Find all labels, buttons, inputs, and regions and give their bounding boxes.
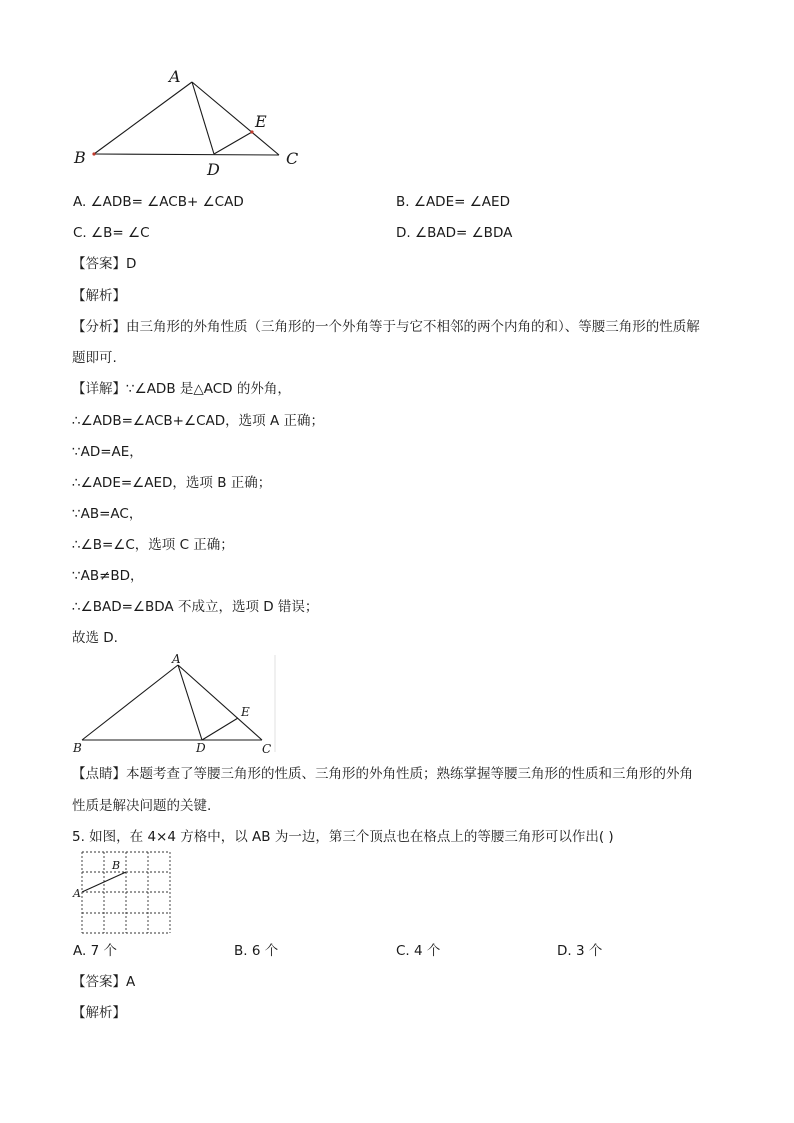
detail-line-8: 故选 D. — [72, 630, 118, 646]
label-b: B — [74, 148, 86, 167]
detail-line-4: ∵AB=AC， — [72, 506, 143, 522]
label-c: C — [286, 149, 299, 168]
fenxi-tag: 【分析】 — [72, 319, 126, 335]
detail-line-1: ∴∠ADB=∠ACB+∠CAD，选项 A 正确； — [72, 413, 324, 429]
option-q4-c: C. ∠B= ∠C — [73, 225, 150, 241]
dianjing-line-2: 性质是解决问题的关键. — [72, 798, 212, 814]
option-q4-d: D. ∠BAD= ∠BDA — [396, 225, 513, 241]
answer-q5-value: A — [126, 974, 136, 990]
label-c-2: C — [262, 742, 272, 756]
detail-line-2: ∵AD=AE， — [72, 444, 143, 460]
answer-value: D — [126, 256, 137, 272]
analysis-tag: 【解析】 — [72, 288, 126, 304]
detail-tag: 【详解】 — [72, 381, 126, 397]
label-b-2: B — [73, 741, 82, 755]
label-d: D — [207, 160, 220, 179]
option-q5-a: A. 7 个 — [73, 943, 117, 959]
q5-stem: 5. 如图，在 4×4 方格中，以 AB 为一边，第三个顶点也在格点上的等腰三角形可以作出( ) — [72, 829, 614, 845]
answer-q5-tag: 【答案】 — [72, 974, 126, 990]
grid-label-b: B — [112, 859, 121, 872]
option-q4-b: B. ∠ADE= ∠AED — [396, 194, 510, 210]
analysis-tag-2: 【解析】 — [72, 1005, 126, 1021]
label-a: A — [169, 67, 181, 86]
option-q5-c: C. 4 个 — [396, 943, 441, 959]
fenxi-text-1: 由三角形的外角性质（三角形的一个外角等于与它不相邻的两个内角的和）、等腰三角形的性质解 — [126, 319, 700, 335]
label-d-2: D — [196, 741, 206, 755]
label-e: E — [255, 112, 267, 131]
detail-text-0: ∵∠ADB 是△ACD 的外角， — [126, 381, 291, 397]
detail-line-5: ∴∠B=∠C，选项 C 正确； — [72, 537, 234, 553]
dianjing-text-1: 本题考查了等腰三角形的性质、三角形的外角性质；熟练掌握等腰三角形的性质和三角形的外角 — [126, 766, 693, 782]
option-q5-d: D. 3 个 — [557, 943, 603, 959]
detail-line-6: ∵AB≠BD， — [72, 568, 144, 584]
answer-q5 — [72, 973, 135, 991]
option-q4-a: A. ∠ADB= ∠ACB+ ∠CAD — [73, 194, 244, 210]
option-q5-b: B. 6 个 — [234, 943, 279, 959]
fenxi-line-2: 题即可. — [72, 350, 117, 366]
label-e-2: E — [241, 705, 250, 719]
grid-label-a: A — [73, 887, 81, 900]
dianjing-tag: 【点睛】 — [72, 766, 126, 782]
detail-line-3: ∴∠ADE=∠AED，选项 B 正确； — [72, 475, 272, 491]
answer-tag: 【答案】 — [72, 256, 126, 272]
detail-line-7: ∴∠BAD=∠BDA 不成立，选项 D 错误； — [72, 599, 319, 615]
label-a-2: A — [172, 652, 181, 666]
